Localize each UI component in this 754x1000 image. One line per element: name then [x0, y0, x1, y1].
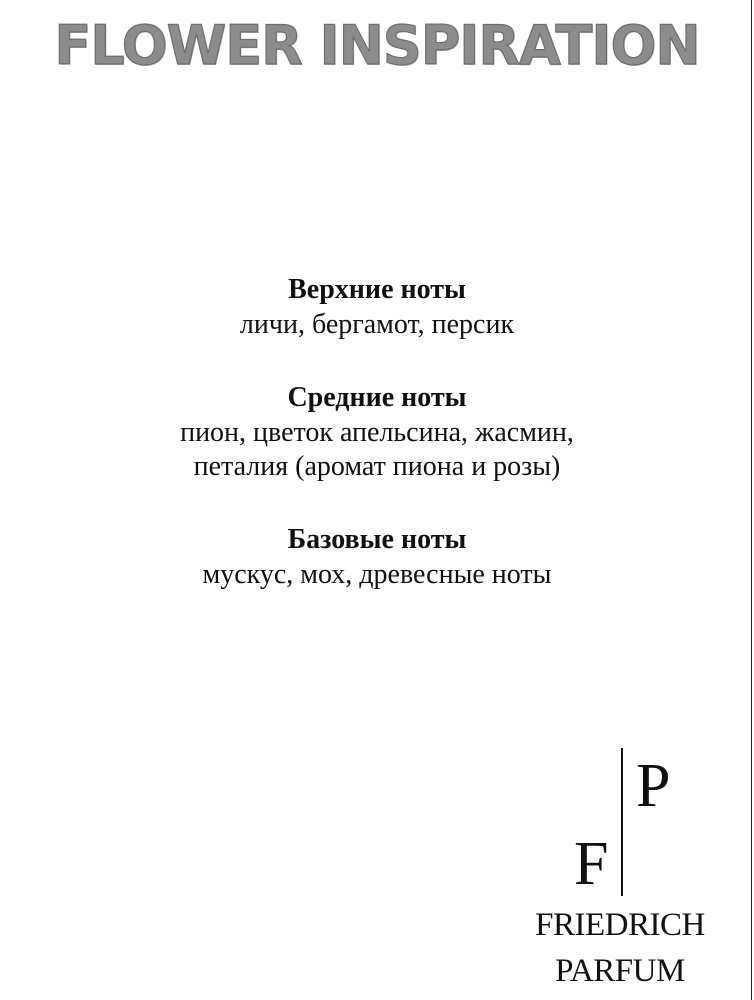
middle-notes-text-line-1: пион, цветок апельсина, жасмин,	[180, 417, 574, 448]
brand-logo	[510, 746, 730, 1000]
top-notes-text: личи, бергамот, персик	[239, 309, 515, 340]
base-notes-text: мускус, мох, древесные ноты	[202, 559, 552, 590]
middle-notes-heading: Средние ноты	[287, 382, 467, 413]
base-notes-heading: Базовые ноты	[287, 524, 467, 555]
top-notes-section	[0, 272, 754, 342]
top-notes-heading: Верхние ноты	[288, 274, 466, 305]
logo-divider	[621, 748, 623, 896]
middle-notes-section	[0, 380, 754, 484]
logo-brand-name-line-2: PARFUM	[555, 953, 685, 989]
base-notes-section	[0, 522, 754, 592]
logo-brand-name-line-1: FRIEDRICH	[535, 907, 705, 943]
page-title: FLOWER INSPIRATION	[54, 14, 700, 77]
logo-letter-f: F	[574, 830, 609, 898]
logo-letter-p: P	[636, 752, 671, 820]
middle-notes-text-line-2: петалия (аромат пиона и розы)	[193, 451, 561, 482]
fragrance-notes	[0, 272, 754, 630]
